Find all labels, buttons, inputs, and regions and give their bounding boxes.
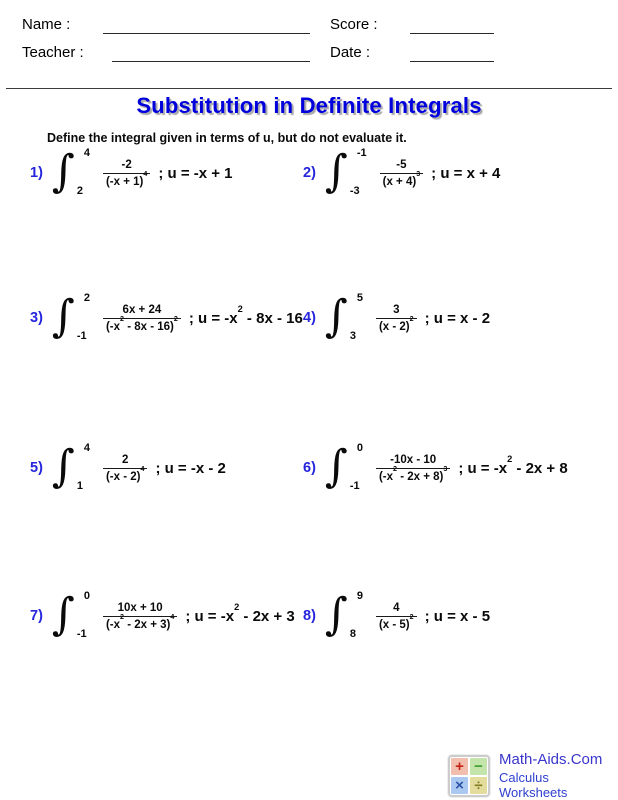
fraction bbox=[103, 602, 177, 631]
teacher-blank-line bbox=[112, 61, 310, 62]
header-divider bbox=[6, 88, 612, 89]
problem-item-8 bbox=[303, 585, 490, 647]
fraction-numerator: -5 bbox=[396, 158, 407, 171]
brand-text-block bbox=[499, 751, 618, 800]
fraction bbox=[376, 602, 417, 631]
problem-item-7 bbox=[30, 585, 295, 647]
divide-icon: ÷ bbox=[470, 777, 487, 794]
integral-group bbox=[325, 144, 367, 202]
teacher-label: Teacher : bbox=[22, 44, 84, 61]
problem-number: 3) bbox=[30, 310, 43, 326]
upper-bound: 0 bbox=[356, 442, 363, 454]
score-blank-line bbox=[410, 33, 494, 34]
fraction-denominator: $(-x^2 - 2x + 8)^3$ bbox=[376, 468, 450, 483]
lower-bound: -1 bbox=[349, 480, 360, 492]
substitution-expression: ; u = x + 4 bbox=[431, 164, 501, 182]
problem-number: 8) bbox=[303, 608, 316, 624]
integral-group bbox=[52, 587, 90, 645]
problem-number: 6) bbox=[303, 460, 316, 476]
upper-bound: -1 bbox=[356, 147, 367, 159]
brand-name: Math-Aids.Com bbox=[499, 751, 603, 768]
fraction bbox=[376, 304, 417, 333]
integral-bounds bbox=[348, 144, 367, 202]
fraction-numerator: 3 bbox=[393, 303, 400, 316]
upper-bound: 0 bbox=[83, 590, 90, 602]
upper-bound: 4 bbox=[83, 442, 90, 454]
integral-symbol: ∫ bbox=[51, 291, 75, 342]
score-label: Score : bbox=[330, 16, 378, 33]
name-blank-line bbox=[103, 33, 310, 34]
fraction-denominator: $(-x + 1)^4$ bbox=[103, 173, 150, 188]
fraction-denominator: $(-x^2 - 8x - 16)^2$ bbox=[103, 318, 181, 333]
integral-bounds bbox=[348, 439, 363, 497]
fraction-numerator: 2 bbox=[122, 453, 129, 466]
fraction-denominator: (x - 2)$^2$ bbox=[376, 318, 417, 333]
lower-bound: -3 bbox=[349, 185, 360, 197]
fraction-denominator: $(-x^2 - 2x + 3)^4$ bbox=[103, 616, 177, 631]
integral-symbol: ∫ bbox=[51, 146, 75, 197]
fraction-numerator: 10x + 10 bbox=[117, 601, 163, 614]
integral-group bbox=[52, 144, 90, 202]
integral-bounds bbox=[348, 289, 363, 347]
integral-group bbox=[52, 289, 90, 347]
problem-item-5 bbox=[30, 437, 226, 499]
page-title: Substitution in Definite Integrals bbox=[136, 93, 482, 118]
lower-bound: -1 bbox=[76, 330, 87, 342]
substitution-expression: ; u = x - 5 bbox=[424, 607, 491, 625]
date-blank-line bbox=[410, 61, 494, 62]
upper-bound: 9 bbox=[356, 590, 363, 602]
minus-icon: − bbox=[470, 758, 487, 775]
lower-bound: 8 bbox=[349, 628, 356, 640]
lower-bound: 3 bbox=[349, 330, 356, 342]
integral-bounds bbox=[75, 289, 90, 347]
integral-group bbox=[325, 439, 363, 497]
fraction-denominator: $(x + 4)^3$ bbox=[380, 173, 424, 188]
fraction bbox=[380, 159, 424, 188]
integral-symbol: ∫ bbox=[324, 291, 348, 342]
problem-number: 7) bbox=[30, 608, 43, 624]
fraction-numerator: -2 bbox=[121, 158, 132, 171]
substitution-expression: ; u = x - 2 bbox=[424, 309, 491, 327]
problem-item-3 bbox=[30, 287, 303, 349]
integral-bounds bbox=[75, 144, 90, 202]
substitution-expression: ; $u = -x^2 - 2x + 8$ bbox=[458, 454, 568, 477]
integral-group bbox=[52, 439, 90, 497]
problem-number: 4) bbox=[303, 310, 316, 326]
upper-bound: 4 bbox=[83, 147, 90, 159]
fraction bbox=[103, 454, 147, 483]
lower-bound: 1 bbox=[76, 480, 83, 492]
upper-bound: 5 bbox=[356, 292, 363, 304]
fraction bbox=[103, 159, 150, 188]
problem-number: 5) bbox=[30, 460, 43, 476]
problem-item-6 bbox=[303, 437, 568, 499]
integral-group bbox=[325, 289, 363, 347]
integral-bounds bbox=[75, 587, 90, 645]
integral-symbol: ∫ bbox=[324, 589, 348, 640]
substitution-expression: ; $u = -x^2 - 8x - 16$ bbox=[188, 304, 303, 327]
brand-footer bbox=[448, 751, 618, 800]
problem-item-4 bbox=[303, 287, 490, 349]
fraction-numerator: 4 bbox=[393, 601, 400, 614]
upper-bound: 2 bbox=[83, 292, 90, 304]
problem-number: 2) bbox=[303, 165, 316, 181]
math-aids-logo-icon bbox=[448, 755, 490, 797]
substitution-expression: ; u = -x - 2 bbox=[155, 459, 226, 477]
lower-bound: 2 bbox=[76, 185, 83, 197]
fraction bbox=[376, 454, 450, 483]
problem-item-1 bbox=[30, 142, 233, 204]
fraction-numerator: 6x + 24 bbox=[122, 303, 162, 316]
instruction-text: Define the integral given in terms of u, but do not evaluate it. bbox=[47, 131, 407, 145]
integral-symbol: ∫ bbox=[51, 441, 75, 492]
substitution-expression: ; u = -x + 1 bbox=[158, 164, 233, 182]
problem-item-2 bbox=[303, 142, 500, 204]
name-label: Name : bbox=[22, 16, 71, 33]
integral-bounds bbox=[348, 587, 363, 645]
plus-icon: + bbox=[451, 758, 468, 775]
integral-bounds bbox=[75, 439, 90, 497]
substitution-expression: ; $u = -x^2 - 2x + 3$ bbox=[185, 602, 295, 625]
lower-bound: -1 bbox=[76, 628, 87, 640]
fraction-denominator: (x - 5)$^2$ bbox=[376, 616, 417, 631]
fraction-numerator: -10x - 10 bbox=[390, 453, 437, 466]
date-label: Date : bbox=[330, 44, 371, 61]
integral-group bbox=[325, 587, 363, 645]
integral-symbol: ∫ bbox=[51, 589, 75, 640]
brand-subtitle: Calculus Worksheets bbox=[499, 770, 568, 800]
integral-symbol: ∫ bbox=[324, 441, 348, 492]
fraction bbox=[103, 304, 181, 333]
times-icon: × bbox=[451, 777, 468, 794]
problem-number: 1) bbox=[30, 165, 43, 181]
fraction-denominator: (-x - 2)$^4$ bbox=[103, 468, 147, 483]
integral-symbol: ∫ bbox=[324, 146, 348, 197]
